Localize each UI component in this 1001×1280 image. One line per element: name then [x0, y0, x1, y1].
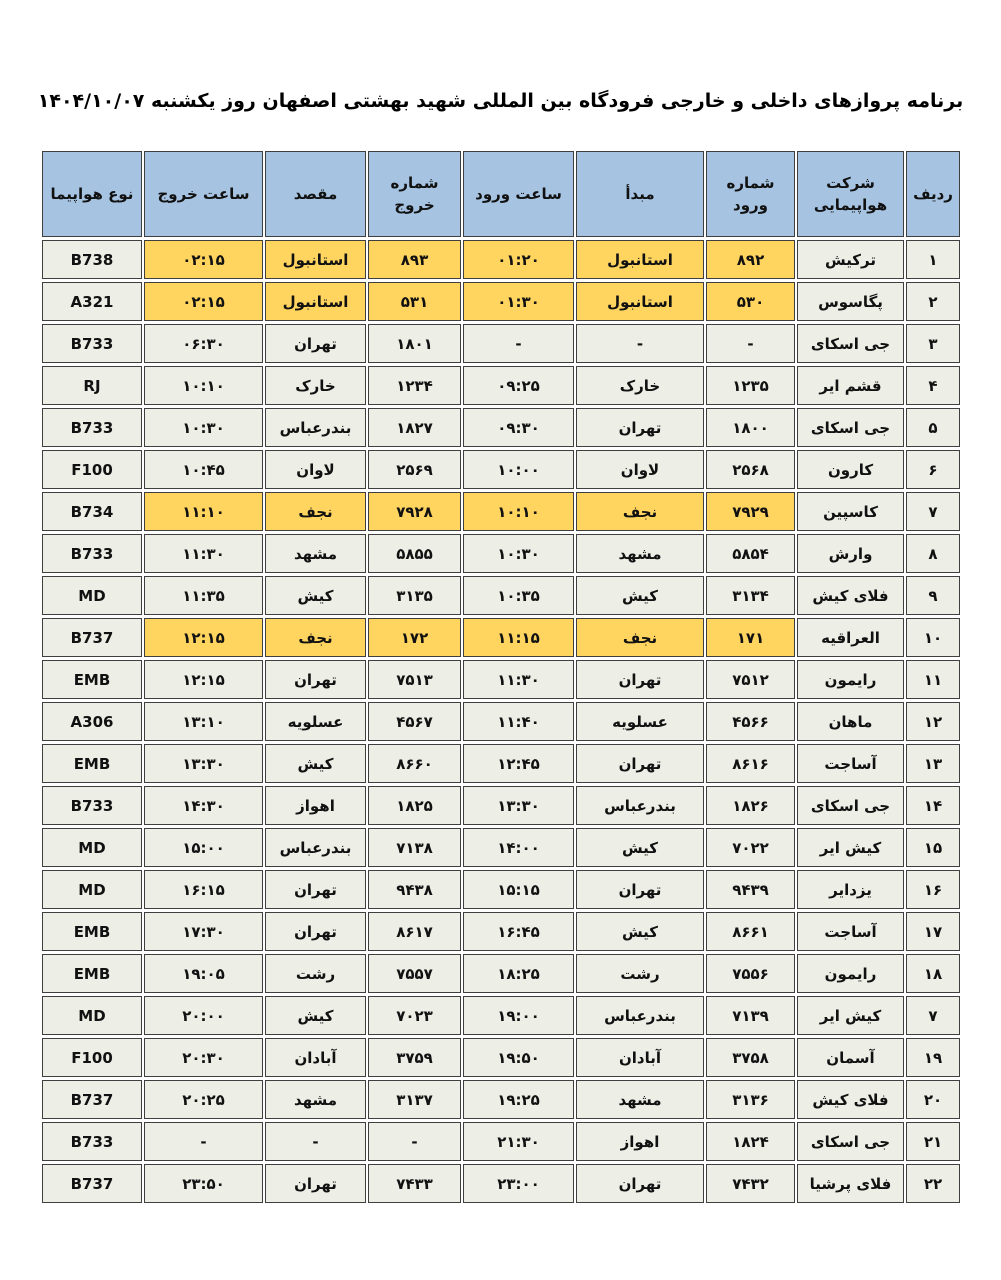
cell-arrival-time: ۱۱:۱۵	[463, 618, 574, 657]
cell-departure-number: ۷۹۲۸	[368, 492, 461, 531]
cell-row-number: ۱۳	[906, 744, 960, 783]
cell-arrival-time: ۱۹:۵۰	[463, 1038, 574, 1077]
cell-departure-time: ۱۶:۱۵	[144, 870, 263, 909]
cell-arrival-number: ۳۱۳۴	[706, 576, 795, 615]
cell-aircraft-type: B733	[42, 324, 142, 363]
cell-departure-time: ۱۱:۱۰	[144, 492, 263, 531]
column-header-row-number: ردیف	[906, 151, 960, 237]
cell-departure-time: ۱۵:۰۰	[144, 828, 263, 867]
cell-arrival-number: ۸۹۲	[706, 240, 795, 279]
cell-arrival-number: ۷۰۲۲	[706, 828, 795, 867]
cell-departure-number: ۹۴۳۸	[368, 870, 461, 909]
table-row	[42, 954, 960, 993]
cell-arrival-number: ۸۶۱۶	[706, 744, 795, 783]
cell-aircraft-type: B733	[42, 408, 142, 447]
cell-departure-number: ۷۵۱۳	[368, 660, 461, 699]
cell-departure-time: ۱۳:۱۰	[144, 702, 263, 741]
cell-origin: بندرعباس	[576, 786, 704, 825]
column-header-departure-time: ساعت خروج	[144, 151, 263, 237]
cell-departure-time: ۱۹:۰۵	[144, 954, 263, 993]
table-row	[42, 660, 960, 699]
cell-departure-number: ۱۲۳۴	[368, 366, 461, 405]
cell-row-number: ۱۸	[906, 954, 960, 993]
cell-departure-time: ۱۳:۳۰	[144, 744, 263, 783]
cell-departure-time: ۱۲:۱۵	[144, 660, 263, 699]
cell-origin: نجف	[576, 492, 704, 531]
table-row	[42, 282, 960, 321]
cell-arrival-number: ۱۸۰۰	[706, 408, 795, 447]
cell-origin: استانبول	[576, 282, 704, 321]
cell-departure-number: ۴۵۶۷	[368, 702, 461, 741]
cell-destination: تهران	[265, 870, 366, 909]
cell-aircraft-type: MD	[42, 576, 142, 615]
cell-arrival-number: -	[706, 324, 795, 363]
cell-departure-number: ۱۸۲۵	[368, 786, 461, 825]
cell-airline: کیش ایر	[797, 996, 904, 1035]
cell-origin: رشت	[576, 954, 704, 993]
table-row	[42, 996, 960, 1035]
cell-aircraft-type: RJ	[42, 366, 142, 405]
cell-destination: نجف	[265, 618, 366, 657]
cell-arrival-number: ۴۵۶۶	[706, 702, 795, 741]
cell-row-number: ۲۰	[906, 1080, 960, 1119]
cell-aircraft-type: A306	[42, 702, 142, 741]
cell-aircraft-type: MD	[42, 828, 142, 867]
cell-row-number: ۲۲	[906, 1164, 960, 1203]
cell-row-number: ۹	[906, 576, 960, 615]
table-row	[42, 912, 960, 951]
cell-destination: بندرعباس	[265, 408, 366, 447]
table-row	[42, 324, 960, 363]
column-header-origin: مبدأ	[576, 151, 704, 237]
cell-departure-number: ۵۳۱	[368, 282, 461, 321]
cell-row-number: ۱۶	[906, 870, 960, 909]
cell-departure-number: ۸۹۳	[368, 240, 461, 279]
cell-destination: مشهد	[265, 1080, 366, 1119]
cell-airline: وارش	[797, 534, 904, 573]
cell-arrival-time: ۱۰:۱۰	[463, 492, 574, 531]
cell-origin: آبادان	[576, 1038, 704, 1077]
cell-departure-time: ۲۰:۳۰	[144, 1038, 263, 1077]
cell-airline: کاسپین	[797, 492, 904, 531]
cell-airline: جی اسکای	[797, 786, 904, 825]
cell-aircraft-type: B734	[42, 492, 142, 531]
cell-origin: تهران	[576, 1164, 704, 1203]
cell-departure-time: ۱۴:۳۰	[144, 786, 263, 825]
table-row	[42, 702, 960, 741]
cell-aircraft-type: F100	[42, 1038, 142, 1077]
column-header-aircraft-type: نوع هواپیما	[42, 151, 142, 237]
cell-airline: العراقیه	[797, 618, 904, 657]
cell-origin: -	[576, 324, 704, 363]
cell-aircraft-type: EMB	[42, 660, 142, 699]
cell-arrival-time: ۰۱:۳۰	[463, 282, 574, 321]
cell-origin: عسلویه	[576, 702, 704, 741]
cell-destination: اهواز	[265, 786, 366, 825]
cell-airline: رایمون	[797, 954, 904, 993]
cell-departure-time: ۰۲:۱۵	[144, 240, 263, 279]
cell-origin: مشهد	[576, 534, 704, 573]
cell-departure-time: ۰۲:۱۵	[144, 282, 263, 321]
column-header-airline: شرکت هواپیمایی	[797, 151, 904, 237]
cell-destination: بندرعباس	[265, 828, 366, 867]
cell-departure-time: ۲۰:۲۵	[144, 1080, 263, 1119]
column-header-arrival-time: ساعت ورود	[463, 151, 574, 237]
cell-row-number: ۲	[906, 282, 960, 321]
cell-departure-number: ۸۶۱۷	[368, 912, 461, 951]
cell-departure-number: ۷۵۵۷	[368, 954, 461, 993]
cell-airline: فلای کیش	[797, 576, 904, 615]
table-row	[42, 828, 960, 867]
table-row	[42, 240, 960, 279]
cell-airline: ترکیش	[797, 240, 904, 279]
cell-destination: تهران	[265, 912, 366, 951]
cell-aircraft-type: MD	[42, 870, 142, 909]
cell-destination: کیش	[265, 996, 366, 1035]
cell-arrival-time: ۱۳:۳۰	[463, 786, 574, 825]
cell-row-number: ۱۱	[906, 660, 960, 699]
cell-destination: خارک	[265, 366, 366, 405]
cell-aircraft-type: EMB	[42, 744, 142, 783]
cell-arrival-number: ۳۱۳۶	[706, 1080, 795, 1119]
header-row	[42, 151, 960, 237]
cell-arrival-time: ۰۱:۲۰	[463, 240, 574, 279]
cell-row-number: ۲۱	[906, 1122, 960, 1161]
cell-arrival-number: ۷۹۲۹	[706, 492, 795, 531]
cell-airline: آساجت	[797, 912, 904, 951]
cell-row-number: ۷	[906, 492, 960, 531]
cell-origin: استانبول	[576, 240, 704, 279]
cell-origin: تهران	[576, 660, 704, 699]
cell-origin: اهواز	[576, 1122, 704, 1161]
cell-airline: کارون	[797, 450, 904, 489]
cell-airline: یزدایر	[797, 870, 904, 909]
cell-row-number: ۱۰	[906, 618, 960, 657]
cell-row-number: ۶	[906, 450, 960, 489]
cell-departure-time: ۱۲:۱۵	[144, 618, 263, 657]
cell-arrival-time: ۲۳:۰۰	[463, 1164, 574, 1203]
cell-origin: تهران	[576, 408, 704, 447]
cell-departure-number: ۷۰۲۳	[368, 996, 461, 1035]
cell-destination: تهران	[265, 1164, 366, 1203]
cell-row-number: ۱۴	[906, 786, 960, 825]
table-row	[42, 450, 960, 489]
cell-departure-time: ۱۰:۴۵	[144, 450, 263, 489]
cell-destination: رشت	[265, 954, 366, 993]
table-row	[42, 1038, 960, 1077]
cell-aircraft-type: A321	[42, 282, 142, 321]
cell-departure-number: ۵۸۵۵	[368, 534, 461, 573]
cell-departure-number: ۸۶۶۰	[368, 744, 461, 783]
cell-arrival-time: ۱۶:۴۵	[463, 912, 574, 951]
cell-airline: فلای پرشیا	[797, 1164, 904, 1203]
cell-arrival-number: ۵۸۵۴	[706, 534, 795, 573]
cell-destination: کیش	[265, 576, 366, 615]
cell-origin: نجف	[576, 618, 704, 657]
cell-arrival-time: ۱۵:۱۵	[463, 870, 574, 909]
cell-arrival-time: ۱۰:۳۰	[463, 534, 574, 573]
table-row	[42, 492, 960, 531]
cell-airline: جی اسکای	[797, 324, 904, 363]
table-row	[42, 1164, 960, 1203]
cell-arrival-time: -	[463, 324, 574, 363]
cell-row-number: ۳	[906, 324, 960, 363]
column-header-departure-number: شماره خروج	[368, 151, 461, 237]
cell-departure-number: ۲۵۶۹	[368, 450, 461, 489]
cell-arrival-number: ۷۵۱۲	[706, 660, 795, 699]
cell-arrival-number: ۱۸۲۶	[706, 786, 795, 825]
cell-departure-time: ۱۱:۳۵	[144, 576, 263, 615]
cell-destination: عسلویه	[265, 702, 366, 741]
table-row	[42, 366, 960, 405]
cell-origin: لاوان	[576, 450, 704, 489]
cell-departure-time: ۱۰:۳۰	[144, 408, 263, 447]
cell-destination: آبادان	[265, 1038, 366, 1077]
cell-airline: کیش ایر	[797, 828, 904, 867]
cell-airline: آسمان	[797, 1038, 904, 1077]
table-row	[42, 870, 960, 909]
cell-departure-number: ۳۱۳۵	[368, 576, 461, 615]
cell-arrival-time: ۱۱:۳۰	[463, 660, 574, 699]
cell-departure-time: ۲۰:۰۰	[144, 996, 263, 1035]
cell-aircraft-type: MD	[42, 996, 142, 1035]
cell-arrival-time: ۱۹:۰۰	[463, 996, 574, 1035]
cell-airline: ماهان	[797, 702, 904, 741]
cell-arrival-time: ۱۱:۴۰	[463, 702, 574, 741]
cell-destination: استانبول	[265, 282, 366, 321]
table-body	[42, 240, 960, 1203]
cell-arrival-number: ۱۲۳۵	[706, 366, 795, 405]
column-header-destination: مقصد	[265, 151, 366, 237]
table-row	[42, 1122, 960, 1161]
cell-arrival-time: ۲۱:۳۰	[463, 1122, 574, 1161]
cell-origin: مشهد	[576, 1080, 704, 1119]
cell-departure-time: ۲۳:۵۰	[144, 1164, 263, 1203]
cell-arrival-time: ۱۲:۴۵	[463, 744, 574, 783]
cell-arrival-time: ۰۹:۳۰	[463, 408, 574, 447]
cell-origin: بندرعباس	[576, 996, 704, 1035]
table-row	[42, 1080, 960, 1119]
cell-row-number: ۱۷	[906, 912, 960, 951]
cell-row-number: ۱	[906, 240, 960, 279]
cell-arrival-time: ۱۸:۲۵	[463, 954, 574, 993]
table-row	[42, 408, 960, 447]
cell-destination: لاوان	[265, 450, 366, 489]
column-header-arrival-number: شماره ورود	[706, 151, 795, 237]
cell-departure-number: ۳۱۳۷	[368, 1080, 461, 1119]
cell-origin: تهران	[576, 870, 704, 909]
cell-airline: فلای کیش	[797, 1080, 904, 1119]
table-row	[42, 534, 960, 573]
cell-departure-number: ۱۸۰۱	[368, 324, 461, 363]
cell-aircraft-type: B738	[42, 240, 142, 279]
cell-row-number: ۵	[906, 408, 960, 447]
cell-airline: پگاسوس	[797, 282, 904, 321]
cell-row-number: ۱۹	[906, 1038, 960, 1077]
cell-departure-time: -	[144, 1122, 263, 1161]
cell-row-number: ۸	[906, 534, 960, 573]
cell-airline: رایمون	[797, 660, 904, 699]
cell-row-number: ۴	[906, 366, 960, 405]
cell-departure-number: -	[368, 1122, 461, 1161]
cell-departure-time: ۱۷:۳۰	[144, 912, 263, 951]
cell-arrival-number: ۵۳۰	[706, 282, 795, 321]
cell-row-number: ۷	[906, 996, 960, 1035]
cell-arrival-number: ۷۱۳۹	[706, 996, 795, 1035]
cell-destination: کیش	[265, 744, 366, 783]
cell-aircraft-type: B737	[42, 1080, 142, 1119]
cell-destination: -	[265, 1122, 366, 1161]
cell-aircraft-type: F100	[42, 450, 142, 489]
cell-destination: تهران	[265, 660, 366, 699]
cell-aircraft-type: B737	[42, 1164, 142, 1203]
cell-aircraft-type: EMB	[42, 954, 142, 993]
cell-departure-time: ۱۱:۳۰	[144, 534, 263, 573]
cell-origin: کیش	[576, 912, 704, 951]
cell-departure-number: ۱۷۲	[368, 618, 461, 657]
cell-destination: استانبول	[265, 240, 366, 279]
cell-arrival-number: ۱۷۱	[706, 618, 795, 657]
cell-departure-number: ۳۷۵۹	[368, 1038, 461, 1077]
cell-airline: جی اسکای	[797, 408, 904, 447]
cell-arrival-time: ۱۰:۳۵	[463, 576, 574, 615]
cell-arrival-number: ۷۵۵۶	[706, 954, 795, 993]
cell-departure-time: ۰۶:۳۰	[144, 324, 263, 363]
cell-destination: تهران	[265, 324, 366, 363]
cell-aircraft-type: EMB	[42, 912, 142, 951]
cell-departure-number: ۷۱۳۸	[368, 828, 461, 867]
cell-aircraft-type: B733	[42, 786, 142, 825]
table-row	[42, 786, 960, 825]
cell-arrival-number: ۱۸۲۴	[706, 1122, 795, 1161]
cell-airline: قشم ایر	[797, 366, 904, 405]
cell-arrival-time: ۱۹:۲۵	[463, 1080, 574, 1119]
cell-origin: کیش	[576, 828, 704, 867]
cell-arrival-number: ۳۷۵۸	[706, 1038, 795, 1077]
cell-arrival-number: ۲۵۶۸	[706, 450, 795, 489]
cell-departure-time: ۱۰:۱۰	[144, 366, 263, 405]
cell-airline: جی اسکای	[797, 1122, 904, 1161]
cell-arrival-number: ۸۶۶۱	[706, 912, 795, 951]
cell-origin: تهران	[576, 744, 704, 783]
table-row	[42, 618, 960, 657]
page-title: برنامه پروازهای داخلی و خارجی فرودگاه بین المللی شهید بهشتی اصفهان روز یکشنبه ۱۴۰۴/۱۰/۰۷	[37, 90, 964, 112]
table-row	[42, 744, 960, 783]
cell-aircraft-type: B733	[42, 534, 142, 573]
cell-arrival-time: ۱۰:۰۰	[463, 450, 574, 489]
cell-row-number: ۱۲	[906, 702, 960, 741]
cell-departure-number: ۱۸۲۷	[368, 408, 461, 447]
cell-aircraft-type: B737	[42, 618, 142, 657]
cell-arrival-number: ۹۴۳۹	[706, 870, 795, 909]
flight-schedule-table	[40, 148, 962, 1206]
cell-airline: آساجت	[797, 744, 904, 783]
cell-aircraft-type: B733	[42, 1122, 142, 1161]
cell-destination: مشهد	[265, 534, 366, 573]
cell-origin: خارک	[576, 366, 704, 405]
cell-arrival-time: ۱۴:۰۰	[463, 828, 574, 867]
cell-departure-number: ۷۴۳۳	[368, 1164, 461, 1203]
cell-row-number: ۱۵	[906, 828, 960, 867]
table-row	[42, 576, 960, 615]
cell-origin: کیش	[576, 576, 704, 615]
cell-arrival-number: ۷۴۳۲	[706, 1164, 795, 1203]
cell-destination: نجف	[265, 492, 366, 531]
cell-arrival-time: ۰۹:۲۵	[463, 366, 574, 405]
